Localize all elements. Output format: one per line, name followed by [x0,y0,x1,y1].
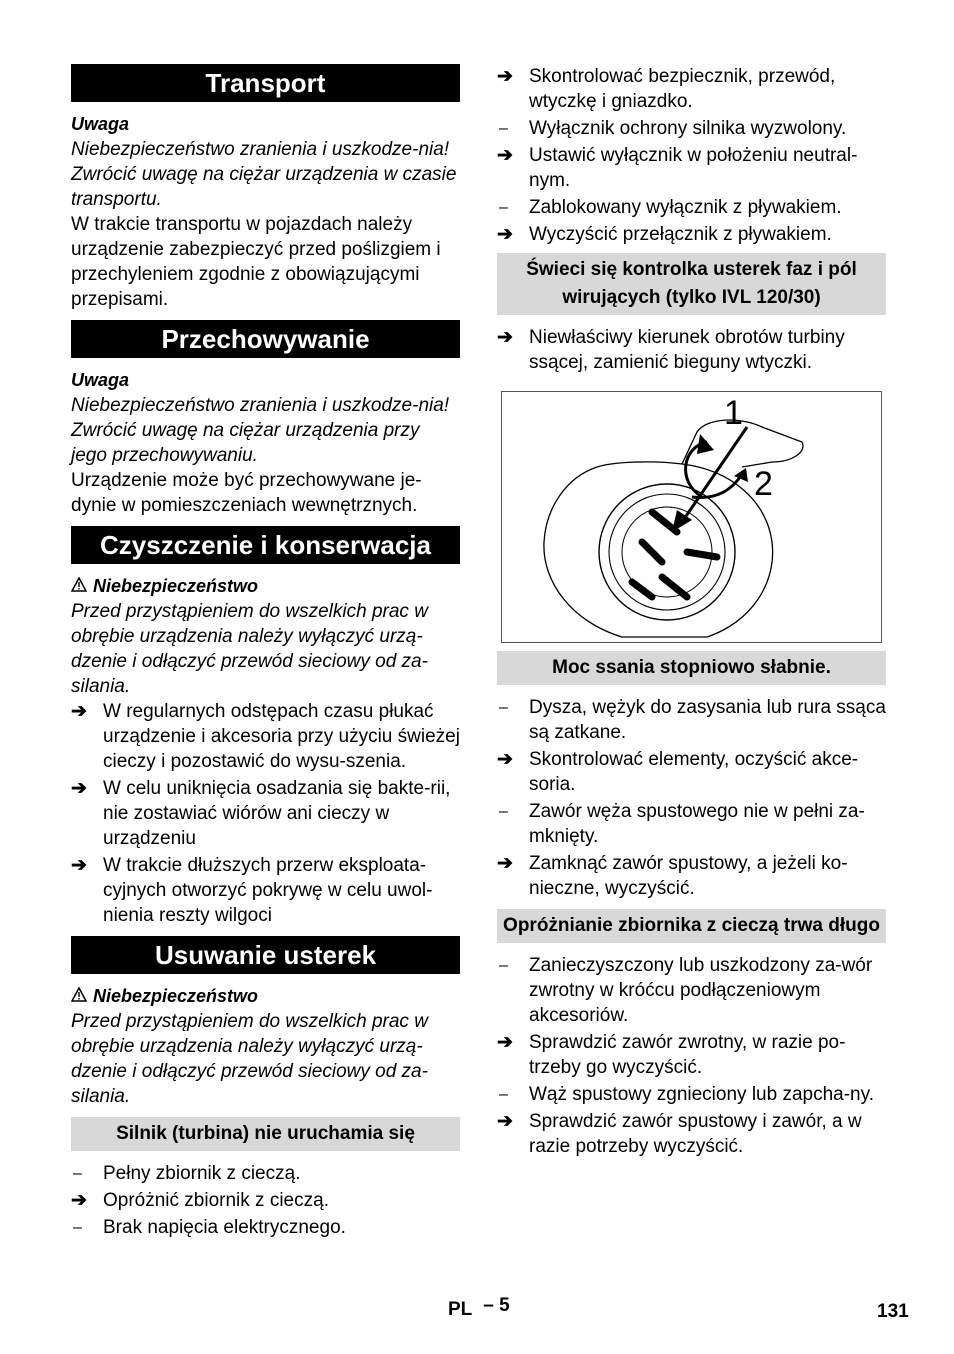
dash-icon: – [499,699,508,716]
item-text: Sprawdzić zawór zwrotny, w razie po-trzeby go wyczyścić. [529,1032,846,1078]
transport-text: W trakcie transportu w pojazdach należy urządzenie zabezpieczyć przed poślizgiem i przechyleniem zgodnie z obowiązującymi przepisami. [71,214,441,310]
section-title-storage: Przechowywanie [71,320,460,358]
action-step [497,325,886,375]
arrow-right-icon: ➔ [497,66,513,87]
cleaning-danger-text: Przed przystąpieniem do wszelkich prac w obrębie urządzenia należy wyłączyć urzą-dzenie i odłączyć przewód sieciowy od za-silania. [71,601,428,697]
action-step [497,747,886,797]
arrow-right-icon: ➔ [71,1190,87,1211]
item-text: Ustawić wyłącznik w położeniu neutral-nym. [529,145,858,191]
arrow-right-icon: ➔ [497,853,513,874]
cause-item [497,695,886,745]
motor-fault-list [71,1161,460,1240]
right-column [497,64,886,1161]
action-step [497,1030,886,1080]
cause-item [71,1161,460,1186]
arrow-right-icon: ➔ [71,701,87,722]
action-step [71,699,460,774]
cause-item [497,799,886,849]
danger-label [71,984,460,1009]
phase-fault-list [497,325,886,375]
warning-triangle-icon [71,574,93,599]
page-number: 131 [877,1301,909,1322]
cause-item [71,1215,460,1240]
left-column [71,64,460,1242]
warning-triangle-icon [71,984,93,1009]
suction-fault-list [497,695,886,901]
dash-icon: – [499,803,508,820]
dash-icon: – [499,1086,508,1103]
cleaning-steps [71,699,460,928]
item-text: Zamknąć zawór spustowy, a jeżeli ko-nieczne, wyczyścić. [529,853,848,899]
arrow-right-icon: ➔ [497,749,513,770]
section-title-transport: Transport [71,64,460,102]
item-text: Opróżnić zbiornik z cieczą. [103,1190,329,1211]
item-text: Zawór węża spustowego nie w pełni za-mknięty. [529,801,865,847]
item-text: Wąż spustowy zgnieciony lub zapcha-ny. [529,1084,874,1105]
danger-text: Niebezpieczeństwo [93,576,259,596]
item-text: Zablokowany wyłącznik z pływakiem. [529,197,842,218]
storage-warning: Niebezpieczeństwo zranienia i uszkodze-nia! Zwrócić uwagę na ciężar urządzenia przy jego przechowywaniu. [71,395,450,466]
arrow-right-icon: ➔ [497,1111,513,1132]
faults-danger-text: Przed przystąpieniem do wszelkich prac w obrębie urządzenia należy wyłączyć urzą-dzenie i odłączyć przewód sieciowy od za-silania. [71,1011,428,1107]
dash-icon: – [73,1165,82,1182]
figure-label-1: 1 [724,394,743,432]
section-title-cleaning: Czyszczenie i konserwacja [71,526,460,564]
action-step [71,776,460,851]
item-text: W regularnych odstępach czasu płukać urządzenie i akcesoria przy użyciu świeżej cieczy i pozostawić do wysu-szenia. [103,701,460,772]
action-step [497,1109,886,1159]
dash-icon: – [499,957,508,974]
transport-warning: Niebezpieczeństwo zranienia i uszkodze-nia! Zwrócić uwagę na ciężar urządzenia w czasie transportu. [71,139,457,210]
drain-fault-list [497,953,886,1159]
subsection-title-suction: Moc ssania stopniowo słabnie. [497,651,886,685]
arrow-right-icon: ➔ [497,327,513,348]
arrow-right-icon: ➔ [71,778,87,799]
note-label: Uwaga [71,370,130,390]
cause-item [497,953,886,1028]
arrow-right-icon: ➔ [497,224,513,245]
note-label: Uwaga [71,114,130,134]
subsection-title-motor: Silnik (turbina) nie uruchamia się [71,1117,460,1151]
action-step [497,143,886,193]
dash-icon: – [73,1219,82,1236]
dash-icon: – [499,120,508,137]
item-text: Skontrolować elementy, oczyścić akce-soria. [529,749,859,795]
item-text: Skontrolować bezpiecznik, przewód, wtyczkę i gniazdko. [529,66,836,112]
item-text: Wyczyścić przełącznik z pływakiem. [529,224,832,245]
cause-item [497,116,886,141]
arrow-right-icon: ➔ [497,1032,513,1053]
subsection-title-drain: Opróżnianie zbiornika z cieczą trwa długo [497,909,886,943]
action-step [497,64,886,114]
item-text: Wyłącznik ochrony silnika wyzwolony. [529,118,847,139]
item-text: Sprawdzić zawór spustowy i zawór, a w razie potrzeby wyczyścić. [529,1111,862,1157]
action-step [71,1188,460,1213]
arrow-right-icon: ➔ [497,145,513,166]
item-text: Pełny zbiornik z cieczą. [103,1163,301,1184]
item-text: W celu uniknięcia osadzania się bakte-rii, nie zostawiać wiórów ani cieczy w urządzeniu [103,778,451,849]
item-text: Dysza, wężyk do zasysania lub rura ssąca są zatkane. [529,697,886,743]
cause-item [497,1082,886,1107]
action-step [71,853,460,928]
footer-language [448,1297,510,1322]
item-text: Brak napięcia elektrycznego. [103,1217,346,1238]
storage-text: Urządzenie może być przechowywane je-dynie w pomieszczeniach wewnętrznych. [71,470,422,516]
language-code: PL [448,1299,472,1320]
local-page-number: – 5 [483,1295,510,1316]
danger-label [71,574,460,599]
figure-label-2: 2 [754,465,773,503]
plug-illustration [502,392,882,642]
plug-rotation-figure [501,391,882,643]
arrow-right-icon: ➔ [71,855,87,876]
danger-text: Niebezpieczeństwo [93,986,259,1006]
action-step [497,222,886,247]
dash-icon: – [499,199,508,216]
item-text: W trakcie dłuższych przerw eksploata-cyjnych otworzyć pokrywę w celu uwol-nienia reszty wilgoci [103,855,433,926]
cause-item [497,195,886,220]
item-text: Niewłaściwy kierunek obrotów turbiny ssącej, zamienić bieguny wtyczki. [529,327,845,373]
motor-fault-list-continued [497,64,886,247]
item-text: Zanieczyszczony lub uszkodzony za-wór zwrotny w króćcu podłączeniowym akcesoriów. [529,955,873,1026]
section-title-faults: Usuwanie usterek [71,936,460,974]
action-step [497,851,886,901]
subsection-title-phase: Świeci się kontrolka usterek faz i pól wirujących (tylko IVL 120/30) [497,253,886,315]
